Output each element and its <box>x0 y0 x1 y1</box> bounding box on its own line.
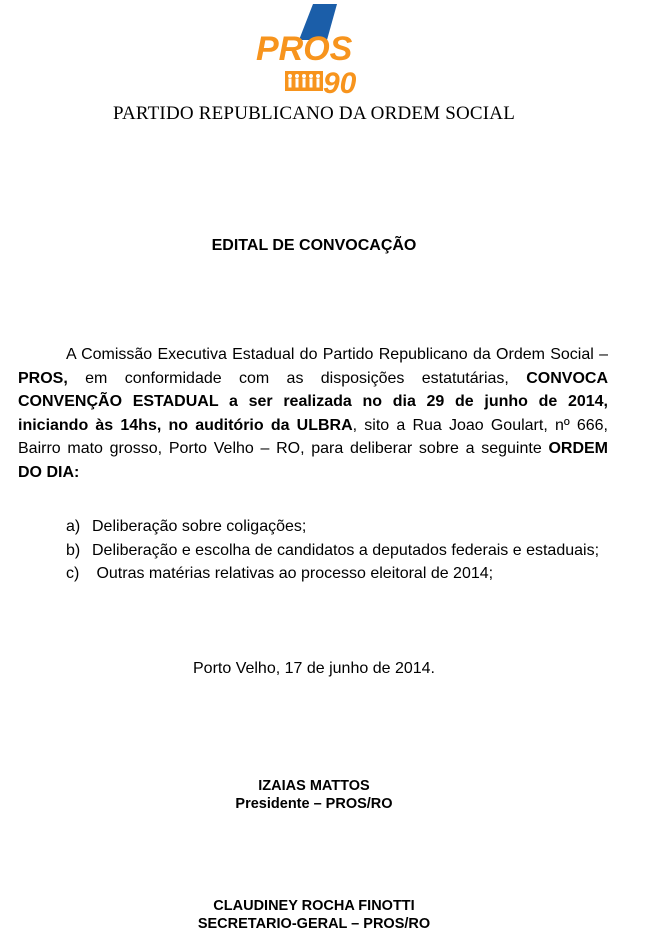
agenda-item-marker: a) <box>66 518 81 535</box>
signature-block-secretary <box>0 897 628 933</box>
body-segment-bold: PROS, <box>18 369 68 387</box>
signatory-name: IZAIAS MATTOS <box>258 778 370 794</box>
pros-90-logo <box>255 4 373 98</box>
agenda-item-text: Outras matérias relativas ao processo eleitoral de 2014; <box>92 565 494 583</box>
logo-number-text: 90 <box>323 67 357 98</box>
body-segment-bold: ORDEM DO DIA: <box>18 440 608 481</box>
body-segment: em conformidade com as disposições estatutárias, <box>67 369 527 387</box>
signatory-role: Presidente – PROS/RO <box>235 796 393 812</box>
agenda-item <box>66 562 608 586</box>
signature-block-president <box>0 777 628 813</box>
signatory-name: CLAUDINEY ROCHA FINOTTI <box>213 898 415 914</box>
agenda-list <box>66 515 608 586</box>
agenda-item <box>66 515 608 539</box>
document-title: EDITAL DE CONVOCAÇÃO <box>211 237 417 254</box>
party-name: PARTIDO REPUBLICANO DA ORDEM SOCIAL <box>112 103 516 124</box>
signatory-role: SECRETARIO-GERAL – PROS/RO <box>197 916 431 932</box>
agenda-item-text: Deliberação sobre coligações; <box>92 518 307 535</box>
convocation-paragraph <box>18 343 608 485</box>
agenda-item-marker: b) <box>66 541 81 559</box>
agenda-item-marker: c) <box>66 565 80 583</box>
body-segment: , sito a Rua Joao Goulart, nº 666, Bairro mato grosso, Porto Velho – RO, para deliberar sobre a seguinte <box>18 416 609 458</box>
logo-people-icon <box>285 71 323 91</box>
agenda-item <box>66 539 608 563</box>
agenda-item-text: Deliberação e escolha de candidatos a deputados federais e estaduais; <box>92 541 600 559</box>
date-line: Porto Velho, 17 de junho de 2014. <box>193 660 435 677</box>
body-segment-bold: CONVOCA CONVENÇÃO ESTADUAL a ser realizada no dia 29 de junho de 2014, iniciando às 14hs, no auditório da ULBRA <box>18 369 608 434</box>
logo-pros-text: PROS <box>256 30 353 68</box>
body-segment: A Comissão Executiva Estadual do Partido Republicano da Ordem Social – <box>66 346 608 363</box>
